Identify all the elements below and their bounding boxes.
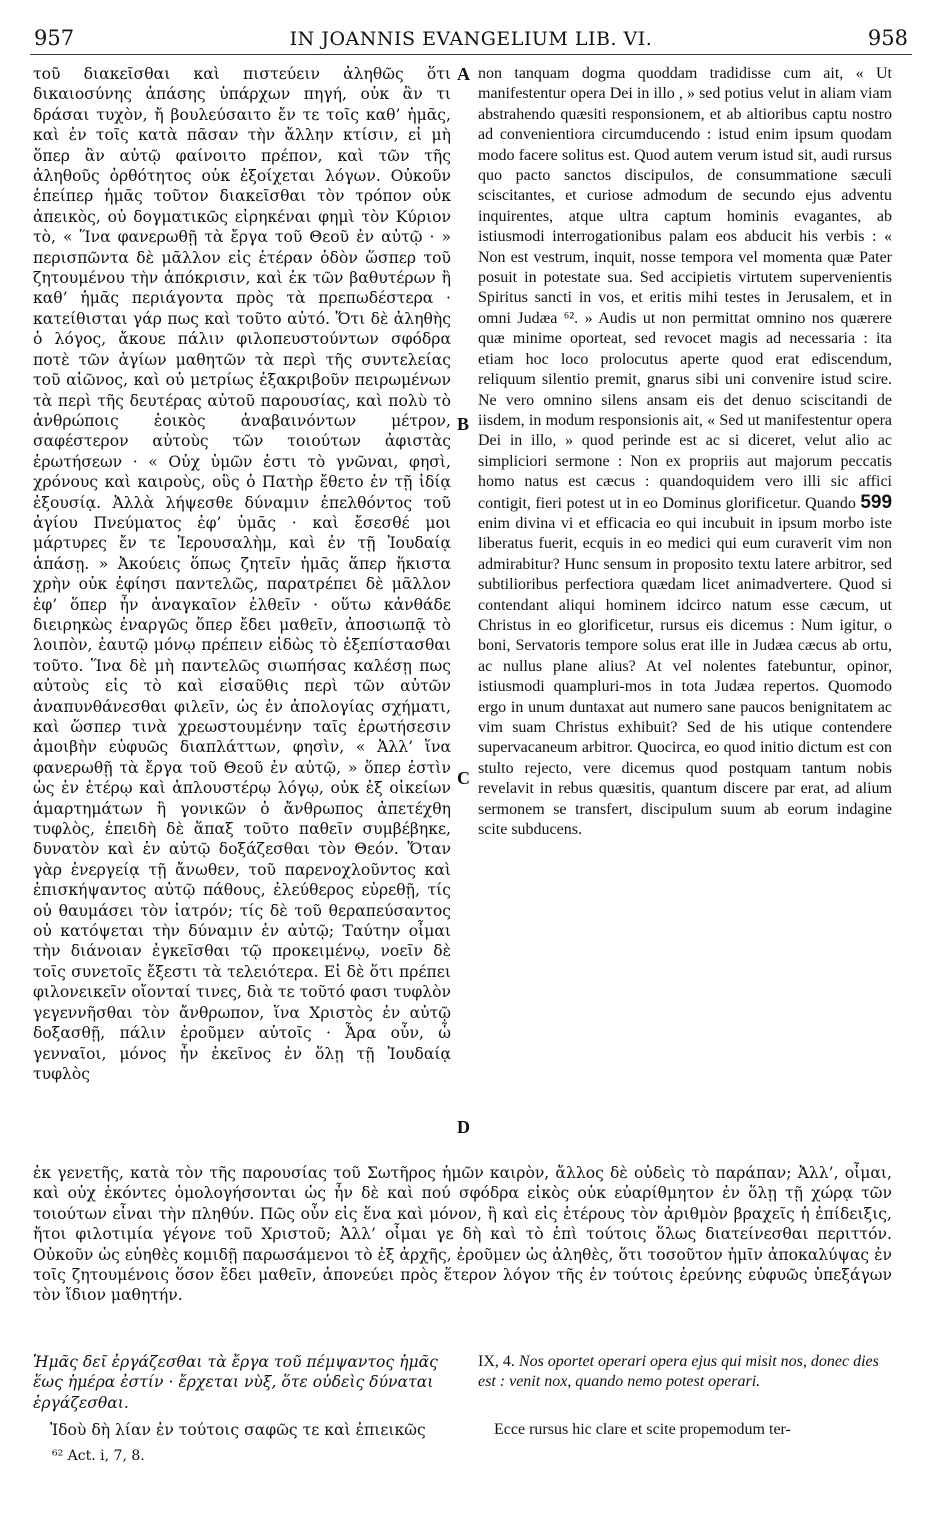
section-marker-c: C — [457, 768, 470, 788]
lemma-reference: IX, 4. — [478, 1353, 515, 1370]
page-header — [30, 20, 912, 55]
column-number: 599 — [860, 491, 893, 513]
section-marker-d: D — [457, 1117, 470, 1137]
section-marker-b: B — [457, 414, 470, 434]
full-width-paragraph: ἐκ γενετῆς, κατὰ τὸν τῆς παρουσίας τοῦ Σωτῆρος ἡμῶν καιρὸν, ἄλλος δὲ οὐδεὶς τὸ παράπαν; Ἀλλ’, οἶμαι, καὶ οὐχ ἑκόντες ὁμολογήσονται ὡς ἦν δὲ καὶ πού σφόδρα εἰκὸς οὐκ εὐαρίθμητον ἐν ὅλῃ τῇ χώρᾳ τῶν τοιούτων εἶναι τὴν πληθύν. Πῶς οὖν εἰς ἕνα καὶ μόνον, ἢ καὶ εἰς ἑτέρους τὸν ἀριθμὸν βραχεῖς ἡ ἐπίδειξις, ἤτοι φιλοτιμία γέγονε τοῦ Χριστοῦ; Ἀλλ’ οἶμαι γε δὴ καὶ τὸ ἐπὶ τούτοις ὅλως διατείνεσθαι περιττόν. Οὐκοῦν ὡς εὐηθὲς κομιδῇ παρωσάμενοι τὸ ἐξ ἀρχῆς, ἐροῦμεν ὡς ἀληθὲς, ὅτι τοσοῦτον ἡμῖν ἀποκαλύψας ἐν τοῖς ζητουμένοις ὅσον ἔδει μαθεῖν, ἀπονεύει πρὸς ἕτερον λόγον τῆς ἐν τούτοις ἐρεύνης εὐφυῶς ὑπεξάγων τὸν ἴδιον μαθητήν. — [33, 1164, 892, 1305]
lemma-latin — [478, 1352, 892, 1393]
greek-paragraph: τοῦ διακεῖσθαι καὶ πιστεύειν ἀληθῶς ὅτι δικαιοσύνης ἁπάσης ὑπάρχων πηγή, οὐκ ἂν τι δράσαι τυχὸν, ἤ βουλεύσαιτο ἔν τε τοῖς καθ’ ἡμᾶς, καὶ ἐν τοῖς κατὰ πᾶσαν τὴν ἄλλην κτίσιν, εἰ μὴ ὅπερ ἂν αὐτῷ φαίνοιτο πρέπον, καὶ τῶν τῆς ἀληθοῦς ὀρθότητος οὐκ ἐξοίχεται λόγων. Οὐκοῦν ἐπείπερ ἡμᾶς τοῦτον διακεῖσθαι τὸν τρόπον οὐκ ἀπεικὸς, οὐ δογματικῶς εἰρηκέναι φημὶ τὸν Κύριον τὸ, « Ἵνα φανερωθῇ τὰ ἔργα τοῦ Θεοῦ ἐν αὐτῷ · » περισπῶντα δὲ μᾶλλον εἰς ἑτέραν ὁδὸν ὥσπερ τοῦ ζητουμένου τὴν ἀπόκρισιν, καὶ ἐκ τῶν βαθυτέρων ἢ καθ’ ἡμᾶς περιάγοντα πρὸς τὰ πρεπωδέστερα · κατείθισται γάρ πως καὶ τοῦτο αὐτό. Ὅτι δὲ ἀληθὴς ὁ λόγος, ἄκουε πάλιν φιλοπευστούντων σφόδρα ποτὲ τῶν ἁγίων μαθητῶν τὰ περὶ τῆς συντελείας τοῦ αἰῶνος, καὶ οὐ μετρίως ἐξακριβοῦν πειρωμένων τὰ περὶ τῆς δευτέρας αὐτοῦ παρουσίας, καὶ πολὺ τὸ ἀνθρώποις ἐοικὸς ἀναβαινόντων μέτρον, σαφέστερον αὐτοὺς τῶν τοιούτων ἀφιστὰς ἐρωτήσεων · « Οὐχ ὑμῶν ἐστι τὸ γνῶναι, φησὶ, χρόνους καὶ καιροὺς, οὓς ὁ Πατὴρ ἔθετο ἐν τῇ ἰδίᾳ ἐξουσίᾳ. Ἀλλὰ λήψεσθε δύναμιν ἐπελθόντος τοῦ ἁγίου Πνεύματος ἐφ’ ὑμᾶς · καὶ ἔσεσθέ μοι μάρτυρες ἔν τε Ἱερουσαλὴμ, καὶ ἐν τῇ Ἰουδαίᾳ ἁπάσῃ. » Ἀκούεις ὅπως ζητεῖν ἡμᾶς ἅπερ ἥκιστα χρὴν οὐκ ἐφίησι παντελῶς, παρατρέπει δὲ μᾶλλον ἐφ’ ὅπερ ἦν ἀναγκαῖον ἐλθεῖν · οὕτω κἀνθάδε διειρηκὼς ἐναργῶς ὅπερ ἔδει μαθεῖν, ἀποσιωπᾷ τὸ λοιπὸν, ἑαυτῷ μόνῳ πρέπειν εἰδὼς τὸ ἐξεπίστασθαι τοῦτο. Ἵνα δὲ μὴ παντελῶς σιωπήσας καλέσῃ πως αὐτοὺς εἰς τὸ καὶ εἰσαῦθις περὶ τῶν αὐτῶν ἀναπυνθάνεσθαι φιλεῖν, ὡς ἐν ἀπολογίας σχήματι, καὶ ὥσπερ τινὰ χρεωστουμένην ταῖς ἐρωτήσεσιν ἀμοιβὴν εὐφυῶς διαπλάττων, φησὶν, « Ἀλλ’ ἵνα φανερωθῇ τὰ ἔργα τοῦ Θεοῦ ἐν αὐτῷ, » ὅπερ ἐστὶν ὡς ἐν ἑτέρῳ καὶ ἁπλουστέρῳ λόγῳ, οὐκ ἐξ οἰκείων ἁμαρτημάτων ἢ γονικῶν ὁ ἄνθρωπος ἀπετέχθη τυφλὸς, ἐπειδὴ δὲ ἅπαξ τοῦτο παθεῖν συμβέβηκε, δυνατὸν καὶ ἐν αὐτῷ δοξάζεσθαι τὸν Θεόν. Ὅταν γὰρ ἐνεργείᾳ τῇ ἄνωθεν, τοῦ παρενοχλοῦντος καὶ ἐπισκήψαντος αὐτῷ πάθους, ἐλεύθερος εὑρεθῇ, τίς οὐ θαυμάσει τὸν ἰατρόν; τίς δὲ τοῦ θεραπεύσαντος οὐ κατόψεται τὴν δύναμιν ἐν αὐτῷ; Ταύτην οἶμαι τὴν διάνοιαν ἐγκεῖσθαι τῷ προκειμένῳ, νοεῖν δὲ τοῖς συνετοῖς ἔξεστι τὰ τελειότερα. Εἰ δὲ ὅτι πρέπει φιλονεικεῖν οἴονταί τινες, διὰ τε τοῦτό φασι τυφλὸν γεγεννῆσθαι τὸν ἄνθρωπον, ἵνα Χριστὸς ἐν αὐτῷ δοξασθῇ, πάλιν ἐροῦμεν αὐτοῖς · Ἆρα οὖν, ὦ γενναῖοι, μόνος ἦν ἐκεῖνος ἐν ὅλῃ τῇ Ἰουδαίᾳ τυφλὸς — [33, 65, 451, 1083]
greek-continuation: Ἰδοὺ δὴ λίαν ἐν τούτοις σαφῶς τε καὶ ἐπιεικῶς — [50, 1421, 426, 1439]
lemma-latin-text: Nos oportet operari opera ejus qui misit nos, donec dies est : venit nox, quando nemo potest operari. — [478, 1353, 879, 1391]
latin-text-part-1: non tanquam dogma quoddam tradidisse cum ait, « Ut manifestentur opera Dei in illo , » sed potius velut in aliam viam abstrahendo quæsiti responsionem, et ab altioribus captu nostro ad convenientiora circumducendo : istud enim ipsum quodam modo facere solitus est. Quod autem verum istud sit, audi rursus quo pacto sanctos discipulos, de consummatione sæculi sciscitantes, et curiose admodum de secundo ejus adventu inquirentes, atque ultra captum hominis evagantes, ab istiusmodi interrogationibus palam eos abducit his verbis : « Non est vestrum, inquit, nosse tempora vel momenta quæ Pater posuit in potestate sua. Sed accipietis virtutem supervenientis Spiritus sancti in vos, et eritis mihi testes in Jerusalem, et in omni Judæa ⁶². » Audis ut non permittat omnino nos quærere quæ minime oporteat, sed revocet magis ad necessaria : ita etiam hoc loco prolocutus aperte quod erat ediscendum, reliquum silentio premit, gnarus sibi uni convenire istud scire. Ne vero omnino silens ansam eis det denuo sciscitandi de iisdem, in modum responsionis ait, « Sed ut manifestentur opera Dei in illo, » quod perinde est ac si diceret, velut alio ac simpliciori sermone : Non ex propriis aut majorum peccatis homo natus est cæcus : quandoquidem vero illi sic affici contigit, fieri potest ut in eo Dominus glorificetur. Quando — [478, 65, 892, 512]
page-number-right: 958 — [867, 26, 908, 50]
latin-column — [478, 64, 892, 840]
full-width-block — [33, 1163, 892, 1306]
page-number-left: 957 — [34, 26, 75, 50]
footnote: ⁶² Act. i, 7, 8. — [52, 1448, 145, 1464]
latin-text-part-2: enim divina vi et efficacia eo qui incubuit in ipsum morbo iste liberatus fuerit, ecquis in eo medici qui eum curaverit vim non admirabitur? Hunc sensum in proposito textu latere arbitror, sed subtilioribus perfectiora quædam licet animadvertere. Quod si contendant aliqui hominem idcirco natum esse cæcum, ut Christus in eo glorificetur, rursus eis dicemus : Num igitur, o boni, Servatoris tempore solus erat ille in Judæa cæcus ab ortu, ac nullus plane alius? At vel nolentes fatebuntur, opinor, istiusmodi quampluri-mos in tota Judæa repertos. Quomodo ergo in unum duntaxat aut numero sane paucos benignitatem ac vim suam Christus exhibuit? Sed de his utique contendere supervacaneum arbitror. Quocirca, eo quod initio dictum est con stulto rejecto, vere dicemus quod postquam tantum nobis revelavit in rebus quæsitis, quantum discere par erat, ad alium sermonem se transfert, discipulum suum ab eorum indagine scite subducens. — [478, 514, 892, 839]
latin-paragraph — [478, 64, 892, 840]
greek-column — [33, 64, 451, 1084]
running-title: IN JOANNIS EVANGELIUM LIB. VI. — [289, 28, 653, 50]
lemma-greek: Ἡμᾶς δεῖ ἐργάζεσθαι τὰ ἔργα τοῦ πέμψαντος ἡμᾶς ἕως ἡμέρα ἐστίν · ἔρχεται νὺξ, ὅτε οὐδεὶς δύναται ἐργάζεσθαι. — [33, 1353, 438, 1412]
section-marker-a: A — [457, 64, 470, 84]
latin-continuation: Ecce rursus hic clare et scite propemodum ter- — [494, 1421, 791, 1438]
